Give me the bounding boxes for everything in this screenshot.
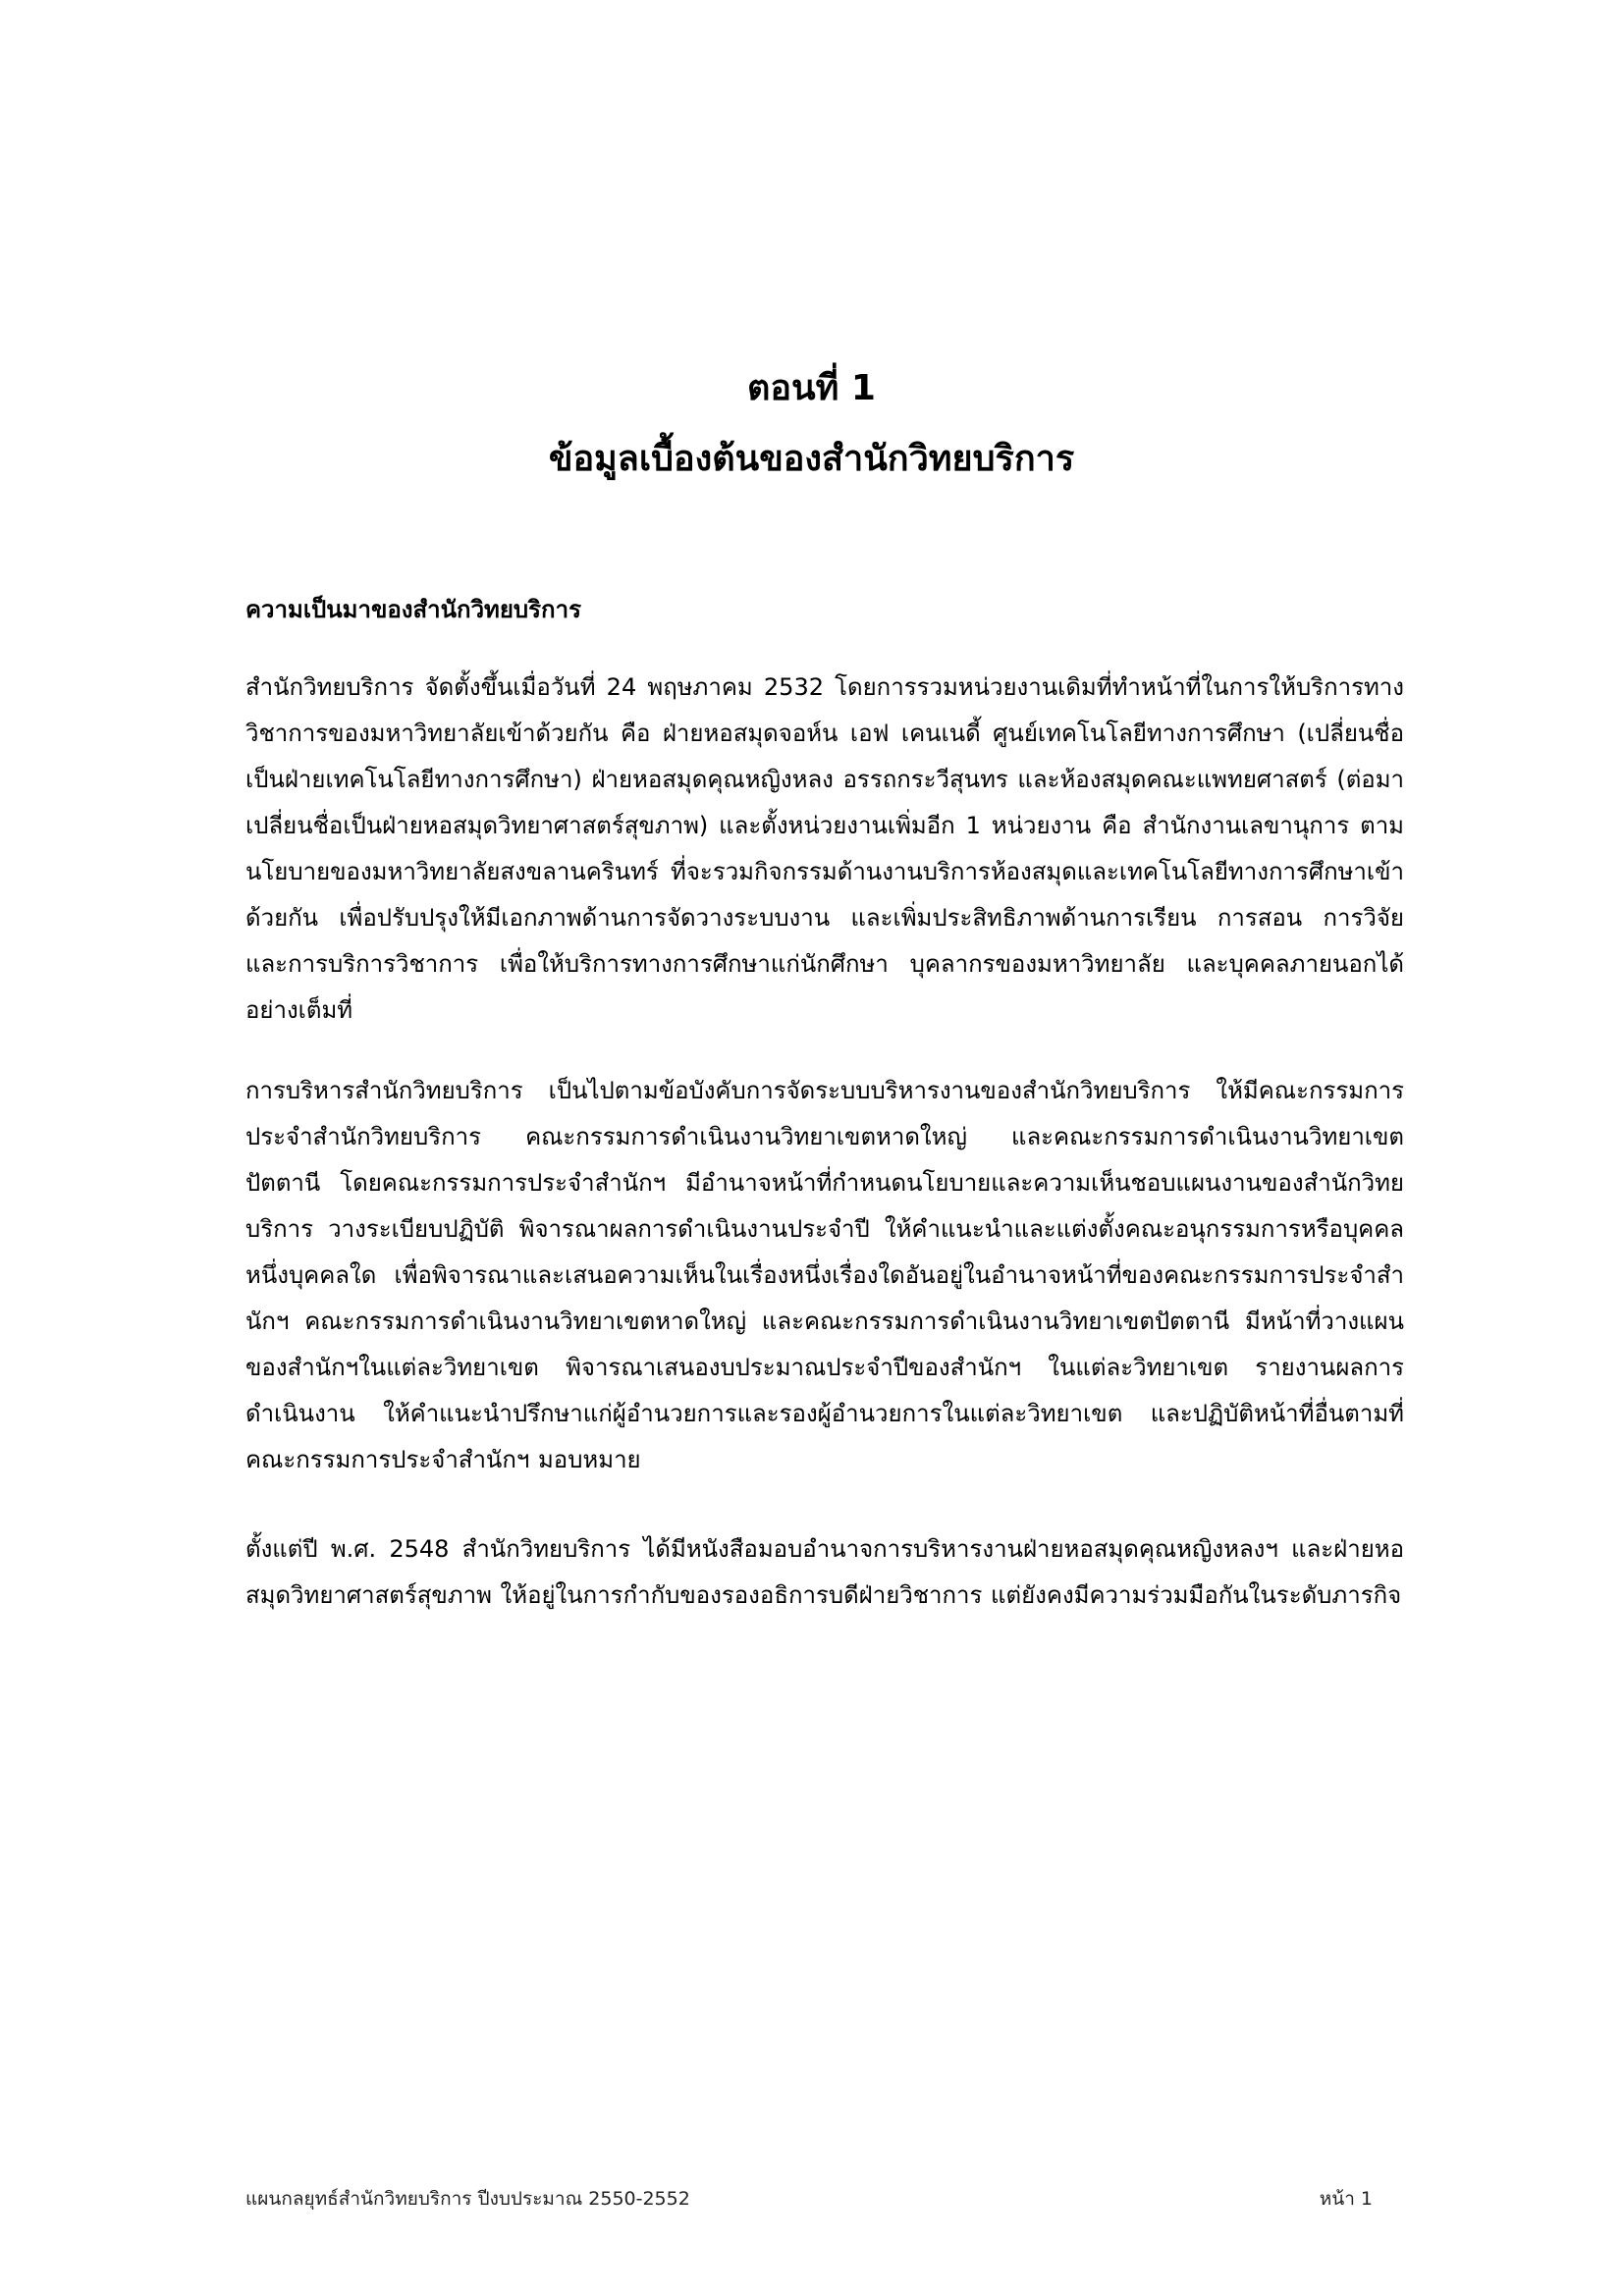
paragraph-administration: การบริหารสำนักวิทยบริการ เป็นไปตามข้อบังคับการจัดระบบบริหารงานของสำนักวิทยบริการ ให้มีคณะกรรมการประจำสำนักวิทยบริการ คณะกรรมการดำเนินงานวิทยาเขตหาดใหญ่ และคณะกรรมการดำเนินงานวิทยาเขตปัตตานี โดยคณะกรรมการประจำสำนักฯ มีอำนาจหน้าที่กำหนดนโยบายและความเห็นชอบแผนงานของสำนักวิทยบริการ วางระเบียบปฏิบัติ พิจารณาผลการดำเนินงานประจำปี ให้คำแนะนำและแต่งตั้งคณะอนุกรรมการหรือบุคคลหนึ่งบุคคลใด เพื่อพิจารณาและเสนอความเห็นในเรื่องหนึ่งเรื่องใดอันอยู่ในอำนาจหน้าที่ของคณะกรรมการประจำสำนักฯ คณะกรรมการดำเนินงานวิทยาเขตหาดใหญ่ และคณะกรรมการดำเนินงานวิทยาเขตปัตตานี มีหน้าที่วางแผนของสำนักฯในแต่ละวิทยาเขต พิจารณาเสนองบประมาณประจำปีของสำนักฯ ในแต่ละวิทยาเขต รายงานผลการดำเนินงาน ให้คำแนะนำปรึกษาแก่ผู้อำนวยการและรองผู้อำนวยการในแต่ละวิทยาเขต และปฏิบัติหน้าที่อื่นตามที่คณะกรรมการประจำสำนักฯ มอบหมาย	[245, 1077, 1404, 1473]
chapter-title: ข้อมูลเบื้องต้นของสำนักวิทยบริการ	[548, 439, 1075, 479]
footer-document-title: แผนกลยุทธ์สำนักวิทยบริการ ปีงบประมาณ 2550-2552	[245, 2188, 690, 2210]
paragraph-history: สำนักวิทยบริการ จัดตั้งขึ้นเมื่อวันที่ 24 พฤษภาคม 2532 โดยการรวมหน่วยงานเดิมที่ทำหน้าที่ในการให้บริการทางวิชาการของมหาวิทยาลัยเข้าด้วยกัน คือ ฝ่ายหอสมุดจอห์น เอฟ เคนเนดี้ ศูนย์เทคโนโลยีทางการศึกษา (เปลี่ยนชื่อเป็นฝ่ายเทคโนโลยีทางการศึกษา) ฝ่ายหอสมุดคุณหญิงหลง อรรถกระวีสุนทร และห้องสมุดคณะแพทยศาสตร์ (ต่อมาเปลี่ยนชื่อเป็นฝ่ายหอสมุดวิทยาศาสตร์สุขภาพ) และตั้งหน่วยงานเพิ่มอีก 1 หน่วยงาน คือ สำนักงานเลขานุการ ตามนโยบายของมหาวิทยาลัยสงขลานครินทร์ ที่จะรวมกิจกรรมด้านงานบริการห้องสมุดและเทคโนโลยีทางการศึกษาเข้าด้วยกัน เพื่อปรับปรุงให้มีเอกภาพด้านการจัดวางระบบงาน และเพิ่มประสิทธิภาพด้านการเรียน การสอน การวิจัย และการบริการวิชาการ เพื่อให้บริการทางการศึกษาแก่นักศึกษา บุคลากรของมหาวิทยาลัย และบุคคลภายนอกได้อย่างเต็มที่	[245, 673, 1404, 1024]
section-heading: ความเป็นมาของสำนักวิทยบริการ	[245, 596, 581, 623]
chapter-number: ตอนที่ 1	[747, 368, 876, 408]
paragraph-delegation: ตั้งแต่ปี พ.ศ. 2548 สำนักวิทยบริการ ได้มีหนังสือมอบอำนาจการบริหารงานฝ่ายหอสมุดคุณหญิงหลงฯ และฝ่ายหอสมุดวิทยาศาสตร์สุขภาพ ให้อยู่ในการกำกับของรองอธิการบดีฝ่ายวิชาการ แต่ยังคงมีความร่วมมือกันในระดับภารกิจ	[245, 1535, 1404, 1609]
footer-page-number: หน้า 1	[1319, 2188, 1373, 2210]
